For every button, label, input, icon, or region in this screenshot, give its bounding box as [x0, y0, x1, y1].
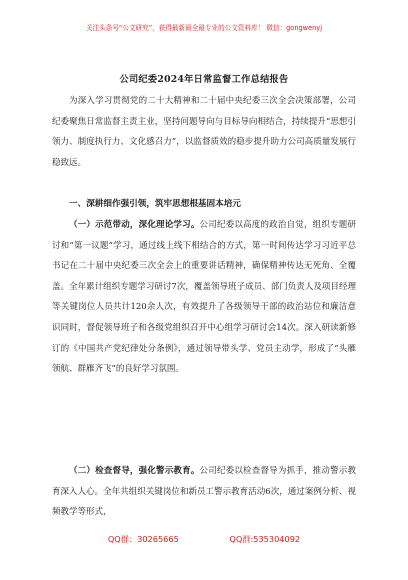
- footer-qq-group-2: QQ群:535304092: [229, 534, 301, 544]
- subsection-1-text: 公司纪委以高度的政治自觉，组织专题研讨和“第一议题”学习，通过线上线下相结合的方式，第一时间传达学习习近平总书记在二十届中央纪委三次全会上的重要讲话精神，确保精神传达无死角、全覆盖。全年累计组织专题学习研讨7次，覆盖领导班子成员、部门负责人及项目经理等关键岗位人员共计120余人次，有效提升了各级领导干部的政治站位和廉洁意识同时，督促领导班子和各级党组织召开中心组学习研讨会14次。深入研读新修订的《中国共产党纪律处分条例》，通过领导带头学、党员主动学，形成了“头雁领航、群雁齐飞”的良好学习氛围。: [52, 220, 356, 375]
- top-banner: 关注头条号“公文研究”，获得最新最全最专业的公文资料库！ 微信：gongwenyj: [85, 24, 323, 32]
- subsection-1-paragraph: [52, 215, 356, 380]
- footer-qq-group-1: QQ群：30265665: [107, 534, 179, 544]
- subsection-2-paragraph: [52, 461, 356, 523]
- document-title: 公司纪委2024年日常监督工作总结报告: [119, 74, 289, 85]
- subsection-1-label: （一）示范带动，深化理论学习。: [69, 220, 200, 230]
- intro-paragraph: 为深入学习贯彻党的二十大精神和二十届中央纪委三次全会决策部署，公司纪委聚焦日常监督主责主业，坚持问题导向与目标导向相结合，持续提升“思想引领力、制度执行力、文化感召力”，以监督质效的稳步提升助力公司高质量发展行稳致远。: [52, 96, 356, 168]
- section-heading-1: 一、深耕细作强引领，筑牢思想根基固本培元: [69, 199, 241, 209]
- subsection-2-text: 公司纪委以检查督导为抓手，推动警示教育深入人心。全年共组织关键岗位和新员工警示教育活动6次，通过案例分析、视频教学等形式，: [52, 466, 356, 518]
- subsection-2-label: （二）检查督导，强化警示教育。: [69, 466, 200, 476]
- footer: [0, 534, 408, 545]
